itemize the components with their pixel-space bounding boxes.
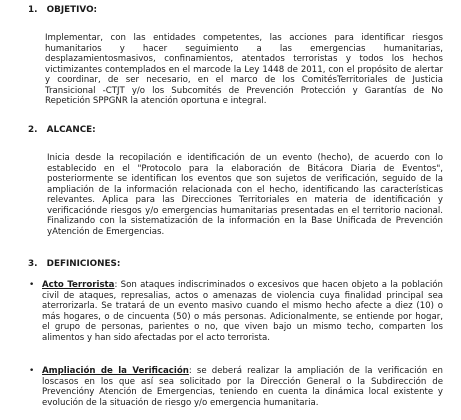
objetivo-paragraph: Implementar, con las entidades competentes, las acciones para identificar riesgos humanitarios y hacer seguimiento a las emergencias humanitarias, desplazamientosmasivos, confinamientos, atentados terroristas y todos los hechos victimizantes contemplados en el marcode la Ley 1448 de 2011, con el propósito de alertar y coordinar, de ser necesario, en el marco de los ComitésTerritoriales de Justicia Transicional -CTJT y/o los Subcomités de Prevención Protección y Garantías de No Repetición SPPGNR la atención oportuna e integral.	[45, 33, 443, 106]
alcance-paragraph: Inicia desde la recopilación e identificación de un evento (hecho), de acuerdo con lo establecido en el "Protocolo para la elaboración de Bitácora Diaria de Eventos", posteriormente se identifican los eventos que son sujetos de verificación, seguido de la ampliación de la información relacionada con el hecho, identificando las características relevantes. Aplica para las Direcciones Territoriales en materia de identificación y verificaciónde riesgos y/o emergencias humanitarias presentadas en el territorio nacional. Finalizando con la sistematización de la información en la Base Unificada de Prevención yAtención de Emergencias.	[47, 153, 443, 237]
section-heading-objetivo	[28, 5, 97, 16]
definition-description: : Son ataques indiscriminados o excesivos que hacen objeto a la población civil de ataques, represalias, actos o amenazas de violencia cuya finalidad principal sea aterrorizarla. Se tratará de un evento masivo cuando el mismo hecho afecte a diez (10) o más hogares, o de cincuenta (50) o más personas. Adicionalmente, se entiende por hogar, el grupo de personas, parientes o no, que viven bajo un mismo techo, comparten los alimentos y han sido afectadas por el acto terrorista.	[42, 280, 443, 343]
bullet-icon: •	[29, 366, 35, 376]
bullet-icon: •	[29, 280, 35, 290]
definition-term: Acto Terrorista	[42, 280, 115, 290]
definition-item-acto-terrorista	[29, 280, 443, 355]
section-title: OBJETIVO:	[46, 5, 98, 15]
definition-item-ampliacion-verificacion	[29, 366, 443, 416]
section-heading-definiciones	[28, 259, 120, 270]
section-title: DEFINICIONES:	[46, 259, 121, 269]
section-heading-alcance	[28, 125, 96, 136]
section-number: 1.	[28, 5, 38, 15]
definition-description: : se deberá realizar la ampliación de la verificación en loscasos en los que así sea solicitado por la Dirección General o la Subdirección de Prevencióny Atención de Emergencias, teniendo en cuenta la dinámica local existente y evolución de la situación de riesgo y/o emergencia humanitaria.	[42, 366, 443, 408]
section-number: 2.	[28, 125, 38, 135]
definition-term: Ampliación de la Verificación	[42, 366, 189, 376]
definition-text	[42, 366, 443, 408]
definition-text	[42, 280, 443, 343]
section-number: 3.	[28, 259, 38, 269]
section-title: ALCANCE:	[46, 125, 96, 135]
